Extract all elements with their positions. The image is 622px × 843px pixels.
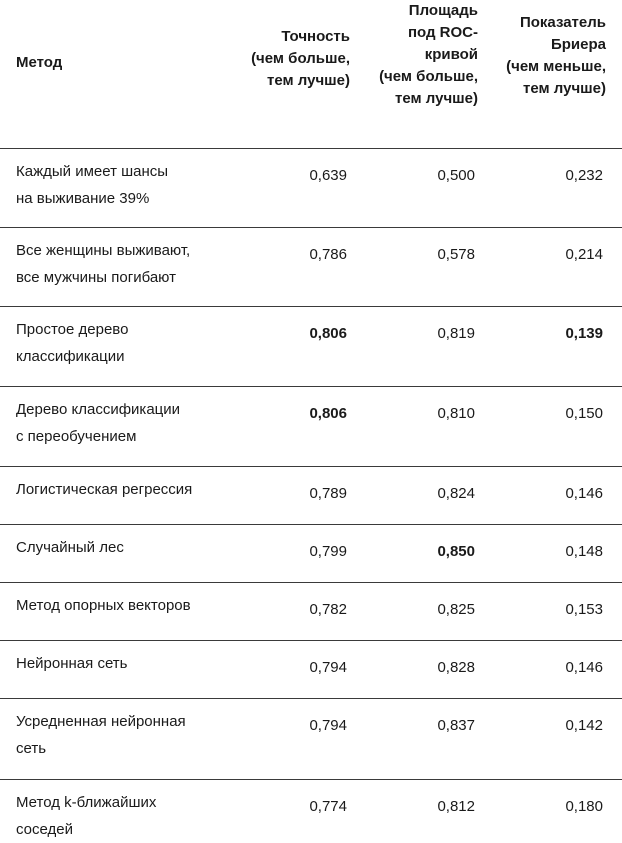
brier-cell-best: 0,139 <box>565 325 603 342</box>
brier-cell: 0,142 <box>565 717 603 734</box>
accuracy-cell-best: 0,806 <box>309 405 347 422</box>
auc-cell: 0,819 <box>437 325 475 342</box>
method-cell: Случайный лес <box>16 539 124 556</box>
accuracy-cell: 0,639 <box>309 167 347 184</box>
auc-cell: 0,825 <box>437 601 475 618</box>
method-cell: Дерево классификации с переобучением <box>16 401 181 445</box>
table-row <box>0 307 622 387</box>
table-row <box>0 149 622 228</box>
brier-cell: 0,153 <box>565 601 603 618</box>
table-row <box>0 525 622 583</box>
table-row <box>0 228 622 307</box>
header-auc: Площадь под ROC- кривой (чем больше, тем лучше) <box>379 2 478 107</box>
table-row <box>0 387 622 467</box>
method-cell: Нейронная сеть <box>16 655 128 672</box>
table-row <box>0 780 622 840</box>
auc-cell: 0,500 <box>437 167 475 184</box>
accuracy-cell: 0,774 <box>309 798 347 815</box>
brier-cell: 0,180 <box>565 798 603 815</box>
method-cell: Все женщины выживают, все мужчины погибают <box>16 242 191 286</box>
header-brier: Показатель Бриера (чем меньше, тем лучше) <box>506 14 606 97</box>
table-row <box>0 641 622 699</box>
table-row <box>0 583 622 641</box>
auc-cell: 0,837 <box>437 717 475 734</box>
accuracy-cell: 0,794 <box>309 717 347 734</box>
auc-cell: 0,578 <box>437 246 475 263</box>
auc-cell: 0,810 <box>437 405 475 422</box>
accuracy-cell: 0,782 <box>309 601 347 618</box>
accuracy-cell: 0,786 <box>309 246 347 263</box>
brier-cell: 0,146 <box>565 485 603 502</box>
accuracy-cell-best: 0,806 <box>309 325 347 342</box>
method-cell: Простое дерево классификации <box>16 321 129 365</box>
header-accuracy: Точность (чем больше, тем лучше) <box>251 28 350 89</box>
method-cell: Метод k-ближайших соседей <box>16 794 157 838</box>
method-cell: Метод опорных векторов <box>16 597 191 614</box>
header-method: Метод <box>16 54 63 71</box>
method-cell: Усредненная нейронная сеть <box>16 713 186 757</box>
brier-cell: 0,150 <box>565 405 603 422</box>
auc-cell: 0,824 <box>437 485 475 502</box>
auc-cell-best: 0,850 <box>437 543 475 560</box>
brier-cell: 0,232 <box>565 167 603 184</box>
method-cell: Каждый имеет шансы на выживание 39% <box>16 163 169 207</box>
table-row <box>0 699 622 780</box>
accuracy-cell: 0,799 <box>309 543 347 560</box>
brier-cell: 0,214 <box>565 246 603 263</box>
auc-cell: 0,812 <box>437 798 475 815</box>
brier-cell: 0,148 <box>565 543 603 560</box>
method-cell: Логистическая регрессия <box>16 481 193 498</box>
table-header <box>0 0 622 149</box>
brier-cell: 0,146 <box>565 659 603 676</box>
accuracy-cell: 0,794 <box>309 659 347 676</box>
accuracy-cell: 0,789 <box>309 485 347 502</box>
table-row <box>0 467 622 525</box>
auc-cell: 0,828 <box>437 659 475 676</box>
